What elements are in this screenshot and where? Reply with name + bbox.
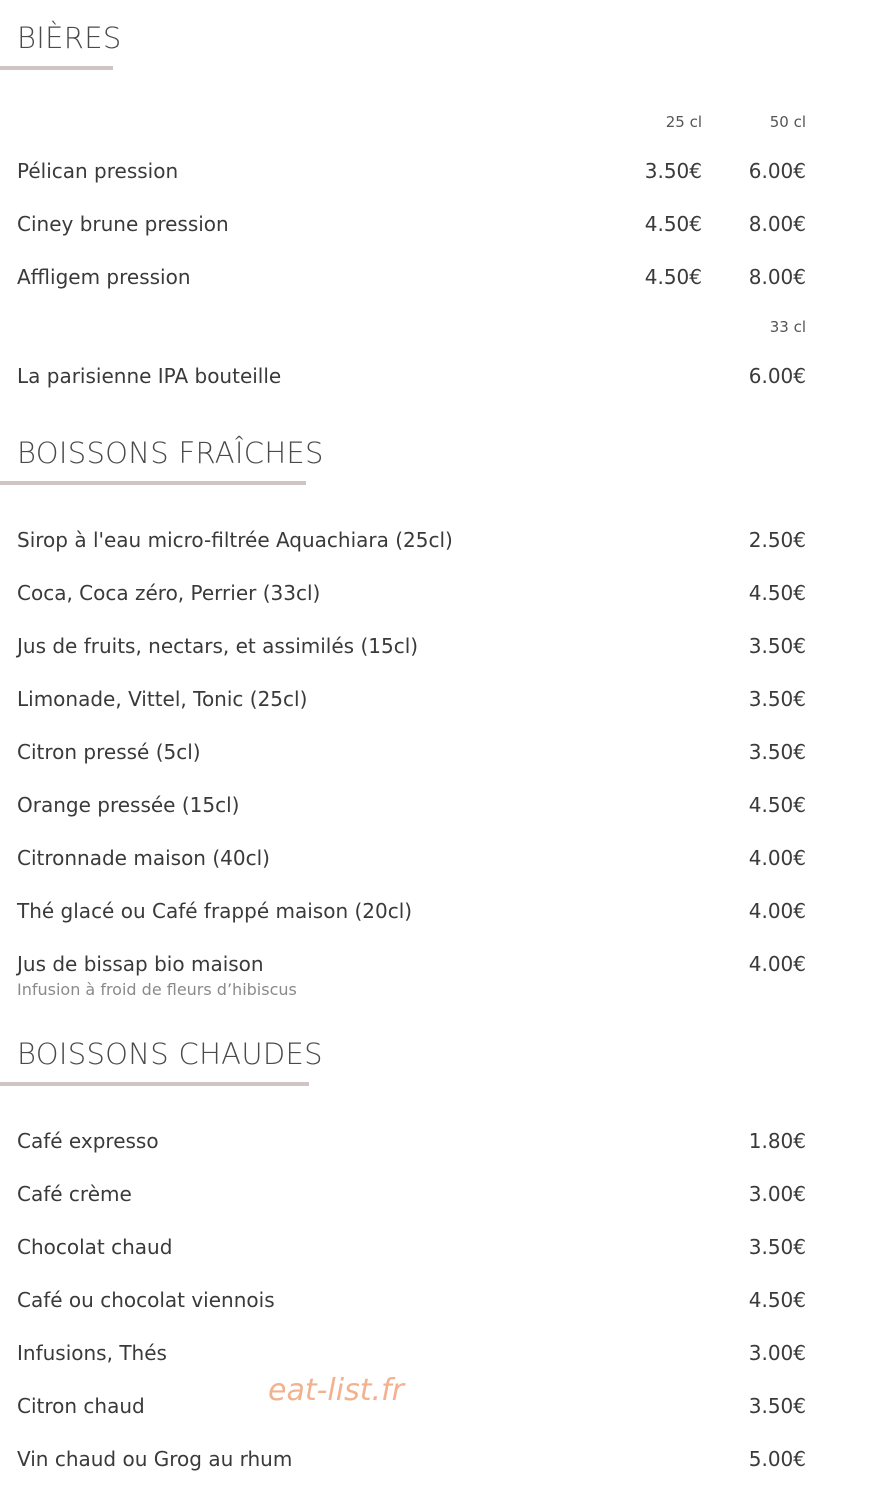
menu-item-name: Chocolat chaud <box>17 1235 173 1259</box>
menu-item-price: 4.50€ <box>748 581 806 605</box>
menu-item-price: 3.50€ <box>748 1235 806 1259</box>
menu-item-price: 5.00€ <box>748 1447 806 1471</box>
menu-item-description: Infusion à froid de fleurs d’hibiscus <box>17 980 297 999</box>
section-underline-bieres <box>0 66 113 70</box>
menu-item-name: Jus de bissap bio maison <box>17 952 264 976</box>
menu-item-name: Pélican pression <box>17 159 179 183</box>
menu-item-name: Limonade, Vittel, Tonic (25cl) <box>17 687 308 711</box>
menu-item-price: 3.00€ <box>748 1182 806 1206</box>
section-title-boissons-chaudes: BOISSONS CHAUDES <box>17 1037 323 1071</box>
column-header-50cl: 50 cl <box>769 113 806 131</box>
menu-item-name: Citron pressé (5cl) <box>17 740 201 764</box>
menu-item-price: 4.50€ <box>748 793 806 817</box>
menu-item-price: 3.50€ <box>748 687 806 711</box>
menu-item-price: 2.50€ <box>748 528 806 552</box>
menu-item-price: 1.80€ <box>748 1129 806 1153</box>
menu-item-price-33cl: 6.00€ <box>748 364 806 388</box>
column-header-33cl: 33 cl <box>769 318 806 336</box>
menu-item-price: 3.50€ <box>748 634 806 658</box>
menu-item-name: Citron chaud <box>17 1394 145 1418</box>
menu-item-price-50cl: 8.00€ <box>748 265 806 289</box>
menu-item-name: Café crème <box>17 1182 132 1206</box>
menu-item-name: Thé glacé ou Café frappé maison (20cl) <box>17 899 413 923</box>
menu-item-price: 4.00€ <box>748 952 806 976</box>
menu-item-name: Ciney brune pression <box>17 212 229 236</box>
watermark: eat-list.fr <box>268 1373 404 1408</box>
menu-item-price-50cl: 8.00€ <box>748 212 806 236</box>
menu-item-name: La parisienne IPA bouteille <box>17 364 282 388</box>
menu-item-name: Sirop à l'eau micro-filtrée Aquachiara (25cl) <box>17 528 453 552</box>
menu-item-name: Jus de fruits, nectars, et assimilés (15cl) <box>17 634 419 658</box>
menu-item-price: 3.50€ <box>748 1394 806 1418</box>
section-underline-boissons-fraiches <box>0 481 306 485</box>
menu-item-name: Café expresso <box>17 1129 159 1153</box>
section-title-boissons-fraiches: BOISSONS FRAÎCHES <box>17 436 324 470</box>
menu-item-name: Citronnade maison (40cl) <box>17 846 270 870</box>
menu-item-name: Affligem pression <box>17 265 191 289</box>
menu-item-name: Infusions, Thés <box>17 1341 167 1365</box>
menu-item-price-25cl: 3.50€ <box>644 159 702 183</box>
menu-item-name: Coca, Coca zéro, Perrier (33cl) <box>17 581 321 605</box>
section-title-bieres: BIÈRES <box>17 21 122 55</box>
menu-item-name: Vin chaud ou Grog au rhum <box>17 1447 293 1471</box>
menu-item-price: 4.00€ <box>748 899 806 923</box>
menu-item-price-50cl: 6.00€ <box>748 159 806 183</box>
menu-item-price: 3.00€ <box>748 1341 806 1365</box>
menu-item-price: 4.00€ <box>748 846 806 870</box>
menu-item-name: Café ou chocolat viennois <box>17 1288 275 1312</box>
section-underline-boissons-chaudes <box>0 1082 309 1086</box>
column-header-25cl: 25 cl <box>665 113 702 131</box>
menu-item-price-25cl: 4.50€ <box>644 212 702 236</box>
menu-item-price: 4.50€ <box>748 1288 806 1312</box>
menu-item-price: 3.50€ <box>748 740 806 764</box>
menu-item-price-25cl: 4.50€ <box>644 265 702 289</box>
menu-item-name: Orange pressée (15cl) <box>17 793 240 817</box>
